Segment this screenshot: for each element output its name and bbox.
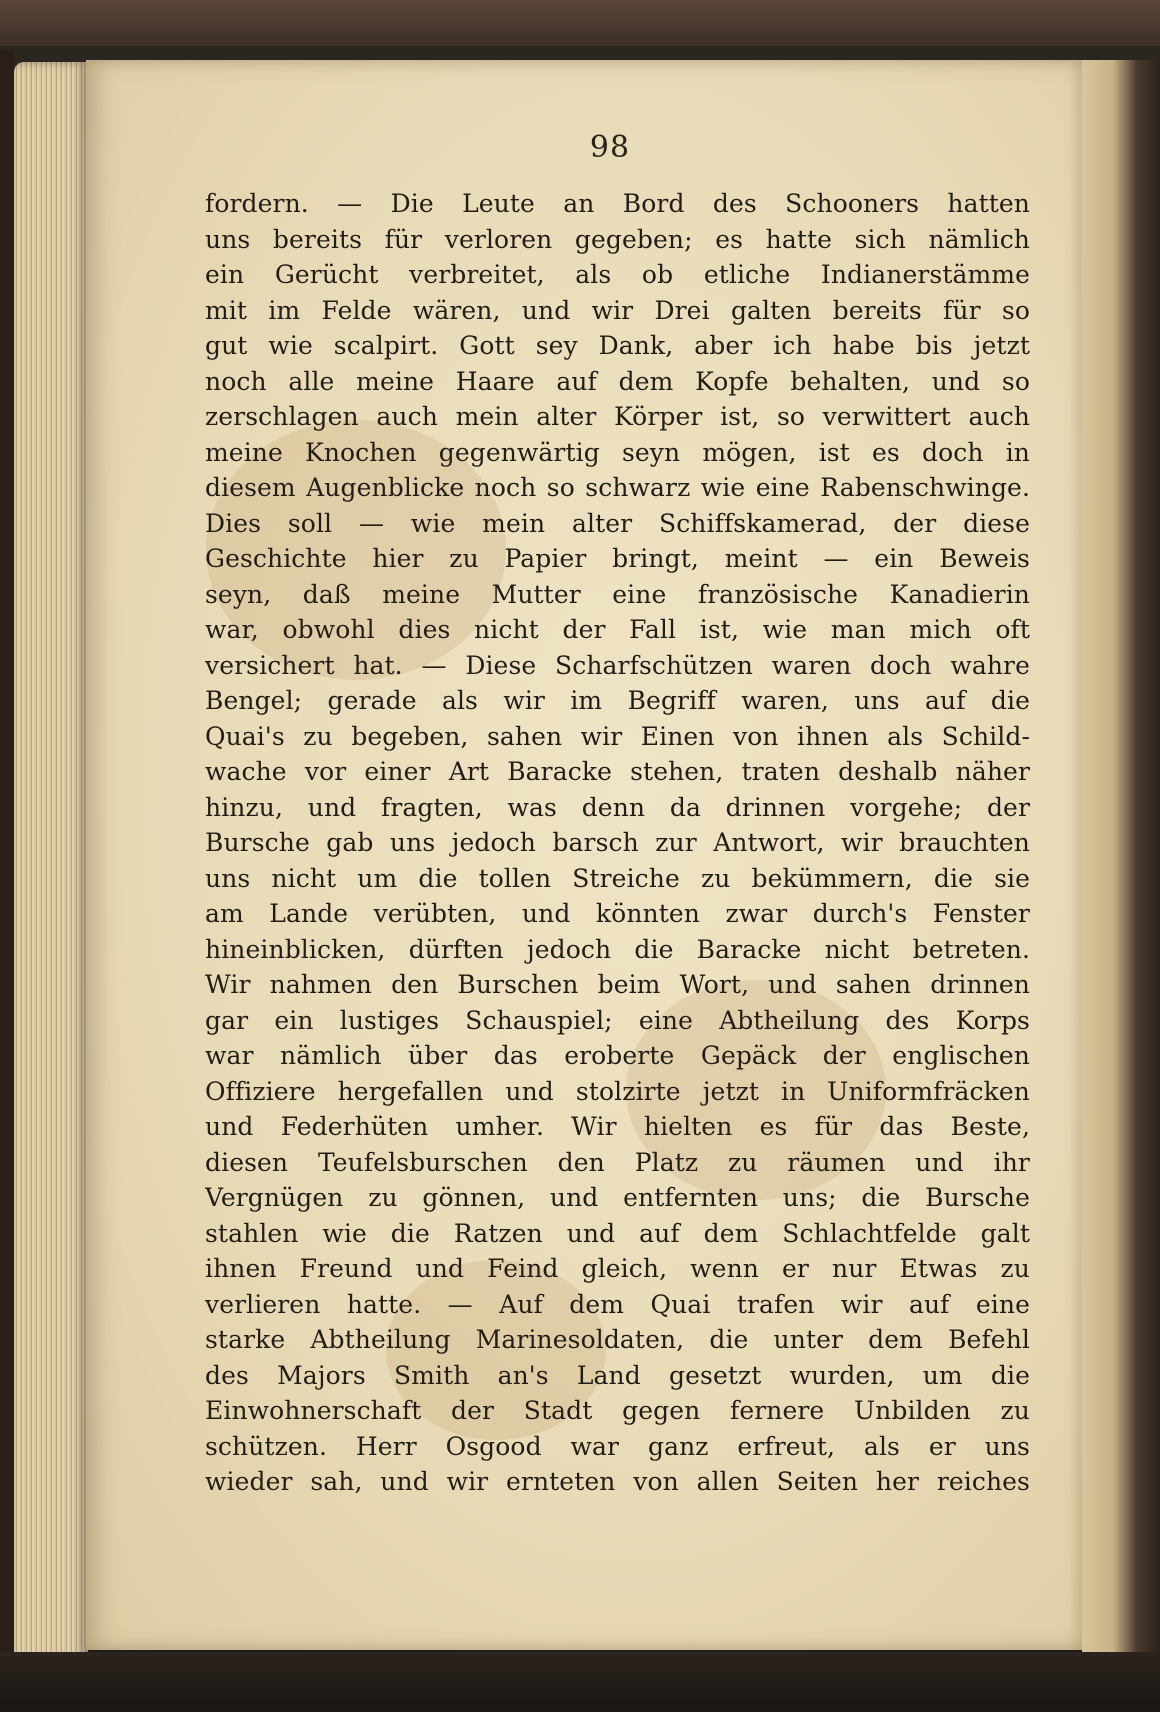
text-line: Geschichte hier zu Papier bringt, meint — ein Beweis <box>205 544 1030 573</box>
text-line: gut wie scalpirt. Gott sey Dank, aber ich habe bis jetzt <box>205 331 1030 360</box>
text-line: Einwohnerschaft der Stadt gegen fernere Unbilden zu <box>205 1396 1030 1425</box>
book-spine <box>0 50 14 1660</box>
text-line: verlieren hatte. — Auf dem Quai trafen wir auf eine <box>205 1289 1030 1319</box>
text-line: versichert hat. — Diese Scharfschützen waren doch wahre <box>205 650 1030 680</box>
text-line: ihnen Freund und Feind gleich, wenn er nur Etwas zu <box>205 1254 1030 1283</box>
text-line: Offiziere hergefallen und stolzirte jetzt in Uniformfräcken <box>205 1076 1030 1106</box>
text-line: diesen Teufelsburschen den Platz zu räumen und ihr <box>205 1147 1030 1177</box>
text-line: hinzu, und fragten, was denn da drinnen vorgehe; der <box>205 792 1030 822</box>
page-edges-left <box>14 62 88 1662</box>
text-line: des Majors Smith an's Land gesetzt wurden, um die <box>205 1360 1030 1390</box>
text-line: fordern. — Die Leute an Bord des Schooners hatten <box>205 189 1030 218</box>
text-line: am Lande verübten, und könnten zwar durch's Fenster <box>205 899 1030 928</box>
page-text <box>205 186 1030 1500</box>
text-line: zerschlagen auch mein alter Körper ist, so verwittert auch <box>205 402 1030 431</box>
text-line: Quai's zu begeben, sahen wir Einen von ihnen als Schild- <box>205 721 1030 751</box>
text-line: hineinblicken, dürften jedoch die Baracke nicht betreten. <box>205 934 1030 964</box>
text-line: Bursche gab uns jedoch barsch zur Antwort, wir brauchten <box>205 828 1030 857</box>
text-line: Vergnügen zu gönnen, und entfernten uns; die Bursche <box>205 1183 1030 1212</box>
text-line: war, obwohl dies nicht der Fall ist, wie man mich oft <box>205 615 1030 644</box>
text-line: Dies soll — wie mein alter Schiffskamerad, der diese <box>205 508 1030 538</box>
text-line: und Federhüten umher. Wir hielten es für das Beste, <box>205 1112 1030 1141</box>
text-line: seyn, daß meine Mutter eine französische Kanadierin <box>205 579 1030 609</box>
text-line: Bengel; gerade als wir im Begriff waren, uns auf die <box>205 686 1030 715</box>
text-line: mit im Felde wären, und wir Drei galten bereits für so <box>205 295 1030 325</box>
text-line: meine Knochen gegenwärtig seyn mögen, ist es doch in <box>205 437 1030 467</box>
page-number: 98 <box>589 130 631 165</box>
text-line: noch alle meine Haare auf dem Kopfe behalten, und so <box>205 366 1030 396</box>
text-line: uns bereits für verloren gegeben; es hatte sich nämlich <box>205 224 1030 254</box>
book-cover-bottom <box>0 1652 1160 1712</box>
text-line: war nämlich über das eroberte Gepäck der englischen <box>205 1041 1030 1070</box>
text-line: diesem Augenblicke noch so schwarz wie eine Rabenschwinge. <box>205 473 1030 502</box>
text-line: ein Gerücht verbreitet, als ob etliche Indianerstämme <box>205 260 1030 289</box>
book-cover-top <box>0 0 1160 46</box>
page-edge-right <box>1082 60 1160 1660</box>
text-line: gar ein lustiges Schauspiel; eine Abtheilung des Korps <box>205 1005 1030 1035</box>
text-line: stahlen wie die Ratzen und auf dem Schlachtfelde galt <box>205 1218 1030 1248</box>
text-line: starke Abtheilung Marinesoldaten, die unter dem Befehl <box>205 1325 1030 1354</box>
text-line: schützen. Herr Osgood war ganz erfreut, als er uns <box>205 1431 1030 1461</box>
text-line: uns nicht um die tollen Streiche zu bekümmern, die sie <box>205 863 1030 893</box>
text-line: Wir nahmen den Burschen beim Wort, und sahen drinnen <box>205 970 1030 999</box>
text-line: wache vor einer Art Baracke stehen, traten deshalb näher <box>205 757 1030 786</box>
text-line: wieder sah, und wir ernteten von allen Seiten her reiches <box>205 1467 1030 1496</box>
